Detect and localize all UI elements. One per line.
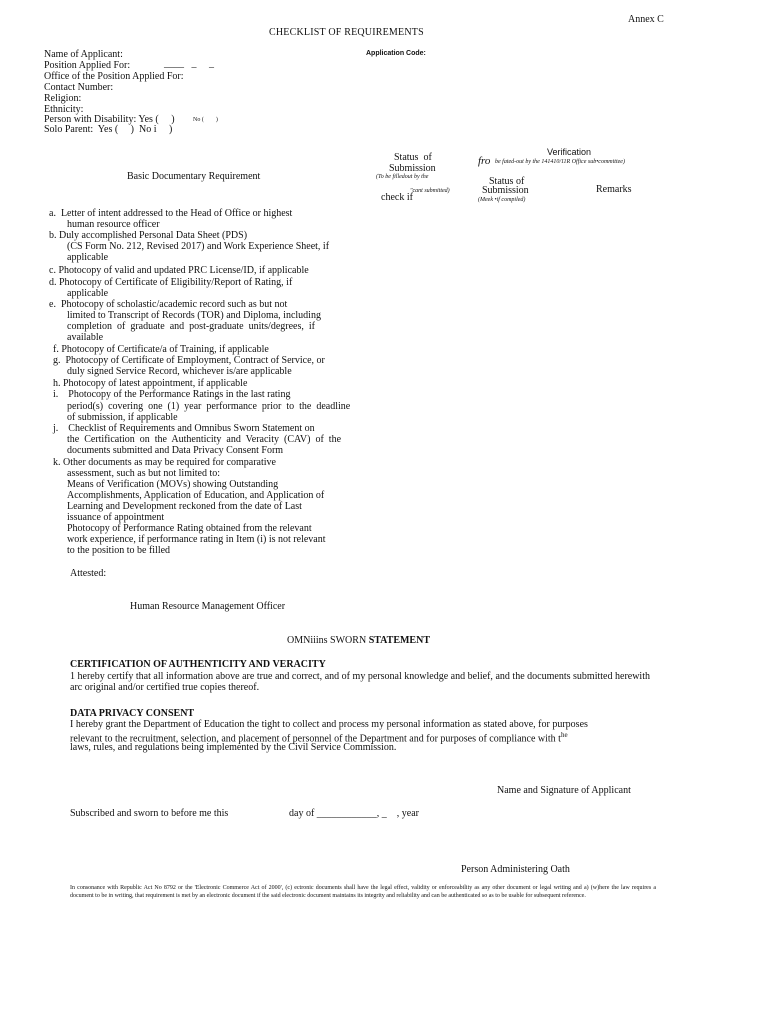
field-religion: Religion: xyxy=(44,93,82,104)
page-title: CHECKLIST OF REQUIREMENTS xyxy=(269,27,424,38)
requirement-line: c. Photocopy of valid and updated PRC License/ID, if applicable xyxy=(49,265,309,276)
requirement-line: Accomplishments, Application of Education, and Application of xyxy=(67,490,325,501)
requirement-line: issuance of appointment xyxy=(67,512,165,523)
header-basic-requirement: Basic Documentary Requirement xyxy=(127,171,261,182)
header-check-if: check if xyxy=(381,192,413,203)
requirement-line: Means of Verification (MOVs) showing Outstanding xyxy=(67,479,279,490)
dpc-line-2-text: relevant to the recruitment, selection, and placement of personnel of the Department and for purposes of compliance with t xyxy=(70,733,561,745)
header-status-note-2: (Meek •if compiled) xyxy=(478,197,526,203)
annex-label: Annex C xyxy=(628,14,664,25)
header-verification-note: be fated-out by the 141410/11R Office sub•committee) xyxy=(495,159,625,165)
requirement-line: e. Photocopy of scholastic/academic record such as but not xyxy=(49,299,288,310)
requirement-line: human resource officer xyxy=(67,219,160,230)
requirement-line: d. Photocopy of Certificate of Eligibility/Report of Rating, if xyxy=(49,277,293,288)
header-status-1b: Submission xyxy=(389,163,436,174)
header-status-note-1: (To be filledout by the xyxy=(376,174,429,180)
cav-heading: CERTIFICATION OF AUTHENTICITY AND VERACITY xyxy=(70,659,326,670)
field-pwd-no: No ( ) xyxy=(193,117,218,123)
name-signature-label: Name and Signature of Applicant xyxy=(497,785,631,796)
requirement-line: assessment, such as but not limited to: xyxy=(67,468,221,479)
requirement-line: f. Photocopy of Certificate/a of Training, if applicable xyxy=(53,344,269,355)
header-verification: Verification xyxy=(547,147,592,157)
field-pwd: Person with Disability: Yes ( ) xyxy=(44,114,175,125)
footnote: In consonance with Republic Act No 8792 or the 'Electronic Commerce Act of 2000', (c) ectronic documents shall have the legal effect, validity or enforceability as any other document or legal writing and a) (w)here the law requires a document to be in writing, that requirement is met by an electronic document if the said electronic document maintains its integrity and reliability and can be authenticated so as to be usable for subsequent reference. xyxy=(70,885,656,899)
requirement-line: g. Photocopy of Certificate of Employment, Contract of Service, or xyxy=(53,355,325,366)
attested-label: Attested: xyxy=(70,568,107,579)
dpc-heading: DATA PRIVACY CONSENT xyxy=(70,708,195,719)
requirement-line: a. Letter of intent addressed to the Head of Office or highest xyxy=(49,208,293,219)
requirement-line: h. Photocopy of latest appointment, if applicable xyxy=(53,378,248,389)
header-status-1: Status of xyxy=(394,152,432,163)
requirement-line: Learning and Development reckoned from the date of Last xyxy=(67,501,302,512)
cav-text: 1 hereby certify that all information above are true and correct, and of my personal knowledge and belief, and the documents submitted herewith arc original and/or certified true copies thereof. xyxy=(70,671,650,693)
field-solo-parent: Solo Parent: Yes ( ) No i ) xyxy=(44,124,173,135)
header-remarks: Remarks xyxy=(596,184,632,195)
requirement-line: work experience, if performance rating in Item (i) is not relevant xyxy=(67,534,326,545)
position-blanks: ____ _ _ xyxy=(164,58,214,69)
requirement-line: available xyxy=(67,332,104,343)
requirement-line: j. Checklist of Requirements and Omnibus Sworn Statement on xyxy=(53,423,315,434)
requirement-line: Photocopy of Performance Rating obtained from the relevant xyxy=(67,523,312,534)
requirement-line: to the position to be filled xyxy=(67,545,171,556)
header-status-2: Status of xyxy=(489,176,525,187)
requirement-line: of submission, if applicable xyxy=(67,412,178,423)
omnibus-title-prefix: OMNiiins SWORN xyxy=(287,635,369,646)
dpc-line-1: I hereby grant the Department of Education the tight to collect and process my personal information as stated above, for purposes xyxy=(70,719,588,730)
omnibus-title-suffix: STATEMENT xyxy=(368,635,430,646)
requirement-line: applicable xyxy=(67,288,109,299)
header-fto: fro xyxy=(478,155,491,167)
field-name-of-applicant: Name of Applicant: xyxy=(44,49,123,60)
header-check-note: "cant submitted) xyxy=(410,188,450,194)
day-of-label: day of ____________, _ , year xyxy=(289,808,419,819)
header-status-2b: Submission xyxy=(482,185,529,196)
requirement-line: applicable xyxy=(67,252,109,263)
requirement-line: documents submitted and Data Privacy Consent Form xyxy=(67,445,284,456)
requirement-line: completion of graduate and post-graduate units/degrees, if xyxy=(67,321,315,332)
requirement-line: the Certification on the Authenticity and Veracity (CAV) of the xyxy=(67,434,342,445)
requirement-line: period(s) covering one (1) year performance prior to the deadline xyxy=(67,401,351,412)
application-code-label: Application Code: xyxy=(366,50,426,57)
dpc-line-3: laws, rules, and regulations being implemented by the Civil Service Commission. xyxy=(70,742,397,753)
requirement-line: limited to Transcript of Records (TOR) and Diploma, including xyxy=(67,310,321,321)
requirement-line: i. Photocopy of the Performance Ratings in the last rating xyxy=(53,389,291,400)
field-contact-number: Contact Number: xyxy=(44,82,114,93)
subscribed-label: Subscribed and sworn to before me this xyxy=(70,808,229,819)
requirement-line: k. Other documents as may be required for comparative xyxy=(53,457,276,468)
dpc-line-2-sup: he xyxy=(560,731,568,739)
omnibus-title xyxy=(287,635,430,646)
field-ethnicity: Ethnicity: xyxy=(44,104,84,115)
requirement-line: (CS Form No. 212, Revised 2017) and Work Experience Sheet, if xyxy=(67,241,330,252)
field-office: Office of the Position Applied For: xyxy=(44,71,184,82)
requirement-line: duly signed Service Record, whichever is/are applicable xyxy=(67,366,292,377)
field-position-applied: Position Applied For: xyxy=(44,60,131,71)
hrmo-label: Human Resource Management Officer xyxy=(130,601,286,612)
requirement-line: b. Duly accomplished Personal Data Sheet (PDS) xyxy=(49,230,248,241)
person-oath-label: Person Administering Oath xyxy=(461,864,570,875)
